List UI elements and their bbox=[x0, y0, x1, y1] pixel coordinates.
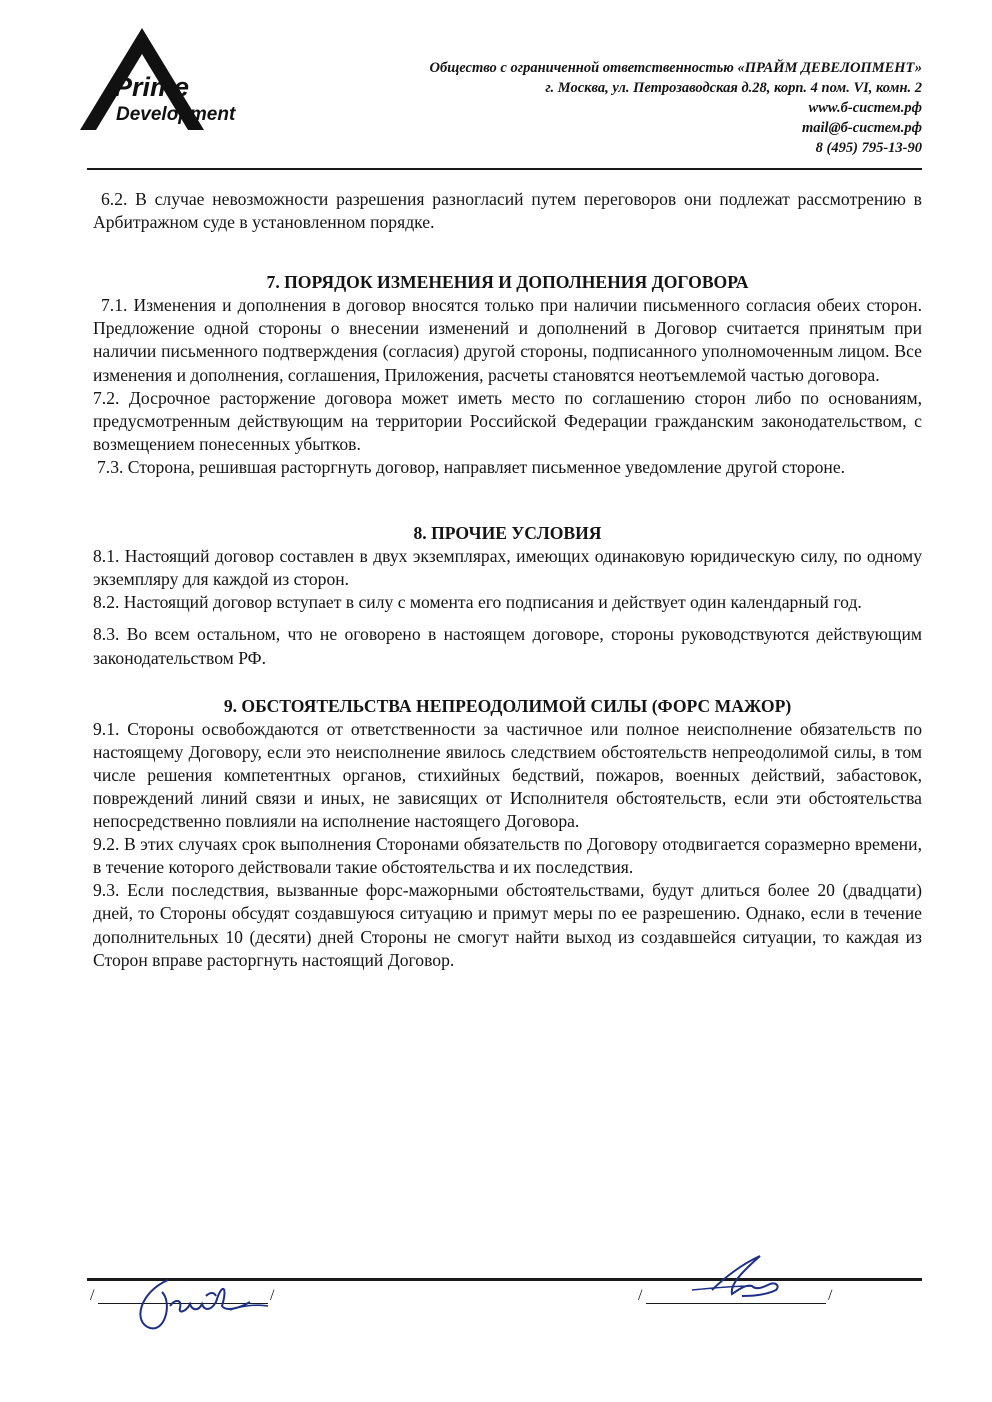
signature-right-slash-close: / bbox=[828, 1287, 833, 1304]
paragraph-8-3: 8.3. Во всем остальном, что не оговорено в настоящем договоре, стороны руководствуются действующим законодательством РФ. bbox=[93, 624, 922, 668]
company-phone: 8 (495) 795-13-90 bbox=[815, 140, 922, 156]
paragraph-8-1: 8.1. Настоящий договор составлен в двух экземплярах, имеющих одинаковую юридическую силу, по одному экземпляру для каждой из сторон. bbox=[93, 546, 922, 590]
section-9-title: 9. ОБСТОЯТЕЛЬСТВА НЕПРЕОДОЛИМОЙ СИЛЫ (ФОРС МАЖОР) bbox=[223, 695, 792, 716]
prime-development-logo bbox=[76, 24, 266, 136]
paragraph-8-2: 8.2. Настоящий договор вступает в силу с момента его подписания и действует один календарный год. bbox=[93, 592, 862, 613]
paragraph-7-3: 7.3. Сторона, решившая расторгнуть договор, направляет письменное уведомление другой стороне. bbox=[97, 456, 846, 477]
signature-right-slash-open: / bbox=[638, 1287, 643, 1304]
company-address: г. Москва, ул. Петрозаводская д.28, корп. 4 пом. VI, комн. 2 bbox=[545, 80, 922, 96]
company-header bbox=[430, 58, 922, 158]
signature-left-slash-open: / bbox=[90, 1287, 95, 1304]
document-body bbox=[93, 188, 922, 972]
section-8-title: 8. ПРОЧИЕ УСЛОВИЯ bbox=[413, 523, 602, 544]
company-website: www.б-систем.рф bbox=[808, 100, 922, 116]
header-divider bbox=[87, 168, 922, 170]
paragraph-9-3: 9.3. Если последствия, вызванные форс-мажорными обстоятельствами, будут длиться более 20 (двадцати) дней, то Стороны обсудят создавшуюся ситуацию и примут меры по ее разрешению. Однако, если в течение дополнительных 10 (десяти) дней Стороны не смогут найти выход из создавшейся ситуации, то каждая из Сторон вправе расторгнуть настоящий Договор. bbox=[93, 880, 922, 970]
signature-right bbox=[672, 1250, 802, 1310]
company-email: mail@б-систем.рф bbox=[801, 120, 922, 136]
paragraph-9-2: 9.2. В этих случаях срок выполнения Сторонами обязательств по Договору отодвигается соразмерно времени, в течение которого действовали такие обстоятельства и их последствия. bbox=[93, 834, 922, 878]
paragraph-7-2: 7.2. Досрочное расторжение договора может иметь место по соглашению сторон либо по основаниям, предусмотренным действующим на территории Российской Федерации гражданским законодательством, с возмещением понесенных убытков. bbox=[93, 387, 922, 454]
company-name: Общество с ограниченной ответственностью «ПРАЙМ ДЕВЕЛОПМЕНТ» bbox=[429, 60, 922, 76]
paragraph-6-2: 6.2. В случае невозможности разрешения разногласий путем переговоров они подлежат рассмотрению в Арбитражном суде в установленном порядке. bbox=[93, 189, 922, 233]
paragraph-9-1: 9.1. Стороны освобождаются от ответственности за частичное или полное неисполнение обязательств по настоящему Договору, если это неисполнение явилось следствием обстоятельств непреодолимой силы, в том числе решения компетентных органов, стихийных бедствий, пожаров, военных действий, забастовок, повреждений линий связи и иных, не зависящих от Исполнителя обстоятельств, если эти обстоятельства непосредственно повлияли на исполнение настоящего Договора. bbox=[93, 718, 922, 832]
section-7-title: 7. ПОРЯДОК ИЗМЕНЕНИЯ И ДОПОЛНЕНИЯ ДОГОВОРА bbox=[266, 272, 749, 293]
signature-left-slash-close: / bbox=[270, 1287, 275, 1304]
logo-text-development: Development bbox=[116, 104, 236, 125]
logo-text-prime: Prime bbox=[114, 72, 190, 102]
paragraph-7-1: 7.1. Изменения и дополнения в договор вносятся только при наличии письменного согласия обеих сторон. Предложение одной стороны о внесении изменений и дополнений в Договор считается принятым при наличии письменного подтверждения (согласия) другой стороны, подписанного уполномоченным лицом. Все изменения и дополнения, соглашения, Приложения, расчеты становятся неотъемлемой частью договора. bbox=[93, 295, 922, 385]
signature-left bbox=[110, 1262, 280, 1332]
